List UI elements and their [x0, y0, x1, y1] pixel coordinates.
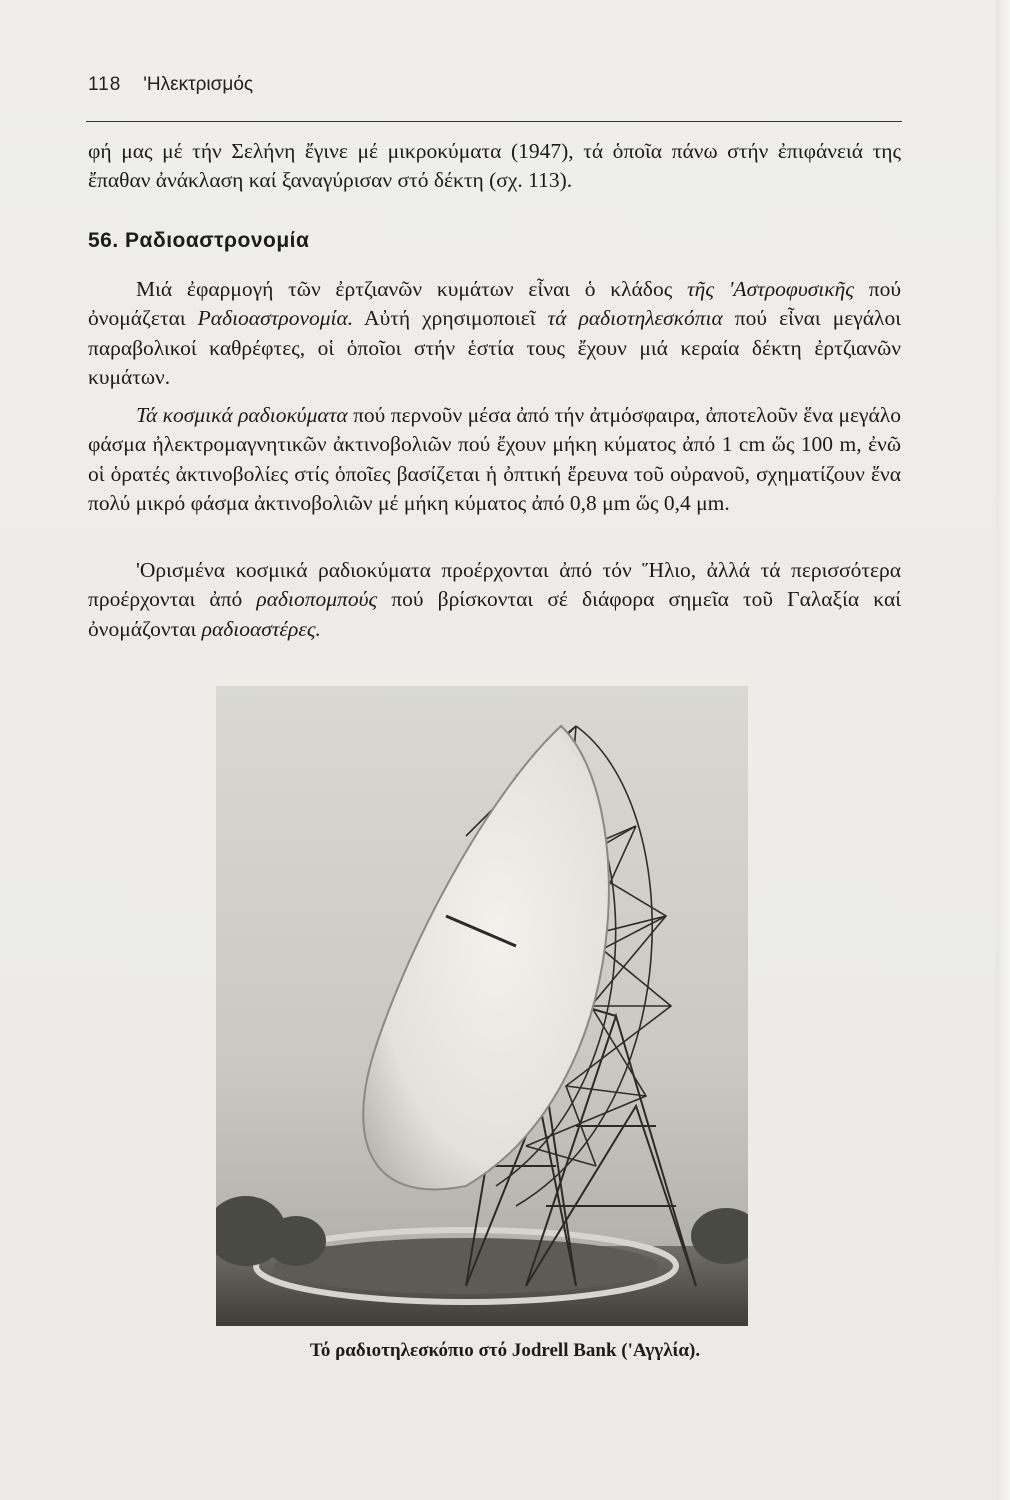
text-run: πού ὀνομάζεται — [88, 277, 902, 331]
text-run: 'Ορισμένα κοσμικά ραδιοκύματα προέρχονται ἀπό τόν Ἥλιο, ἀλλά τά περισσότερα προέρχονται ἀπό — [88, 558, 901, 612]
radio-telescope-photo — [216, 686, 748, 1326]
italic-term: ραδιοαστέρες. — [201, 616, 321, 641]
page-header — [88, 74, 253, 96]
page-number: 118 — [88, 74, 122, 95]
italic-term: Τά κοσμικά ραδιοκύματα — [136, 403, 348, 427]
italic-term: ραδιοπομπούς — [256, 587, 378, 612]
text-run: Αὐτή χρησιμοποιεῖ — [353, 306, 548, 331]
running-title: 'Ηλεκτρισμός — [143, 74, 254, 95]
section-heading — [88, 229, 309, 253]
italic-term: Ραδιοαστρονομία. — [197, 306, 354, 331]
telescope-illustration — [216, 686, 748, 1326]
text-run: πού περνοῦν μέσα ἀπό τήν ἀτμόσφαιρα, ἀποτελοῦν ἕνα μεγάλο φάσμα ἠλεκτρομαγνητικῶν ἀκτινοβολιῶν πού ἔχουν μήκη κύματος ἀπό 1 cm ὥς 100 m, ἐνῶ οἱ ὁρατές ἀκτινοβολίες στίς ὁποῖες βασίζεται ἡ ὀπτική ἔρευνα τοῦ οὐρανοῦ, σχηματίζουν ἕνα πολύ μικρό φάσμα ἀκτινοβολιῶν μέ μήκη κύματος ἀπό 0,8 μm ὥς 0,4 μm. — [88, 403, 901, 516]
paragraph-3 — [88, 401, 901, 519]
paragraph-4 — [88, 556, 901, 644]
section-number: 56. — [88, 229, 119, 252]
italic-term: τῆς 'Αστροφυσικῆς — [686, 277, 854, 301]
section-title: Ραδιοαστρονομία — [125, 229, 310, 252]
text-run: πού εἶναι μεγάλοι παραβολικοί καθρέφτες, οἱ ὁποῖοι στήν ἑστία τους ἔχουν μιά κεραία δέκτη ἐρτζιανῶν κυμάτων. — [88, 306, 901, 390]
paragraph-2 — [88, 275, 901, 393]
text-run: Μιά ἐφαρμογή τῶν ἐρτζιανῶν κυμάτων εἶναι ὁ κλάδος — [136, 277, 687, 301]
page-edge — [996, 0, 1010, 1500]
text-run: πού βρίσκονται σέ διάφορα σημεῖα τοῦ Γαλαξία καί ὀνομάζονται — [88, 587, 901, 641]
header-rule — [86, 121, 902, 122]
figure-caption: Τό ραδιοτηλεσκόπιο στό Jodrell Bank ('Αγγλία). — [309, 1340, 701, 1361]
italic-term: τά ραδιοτηλεσκόπια — [547, 306, 723, 331]
paragraph-1: φή μας μέ τήν Σελήνη ἔγινε μέ μικροκύματα (1947), τά ὁποῖα πάνω στήν ἐπιφάνειά της ἔπαθαν ἀνάκλαση καί ξαναγύρισαν στό δέκτη (σχ. 113). — [88, 139, 901, 193]
